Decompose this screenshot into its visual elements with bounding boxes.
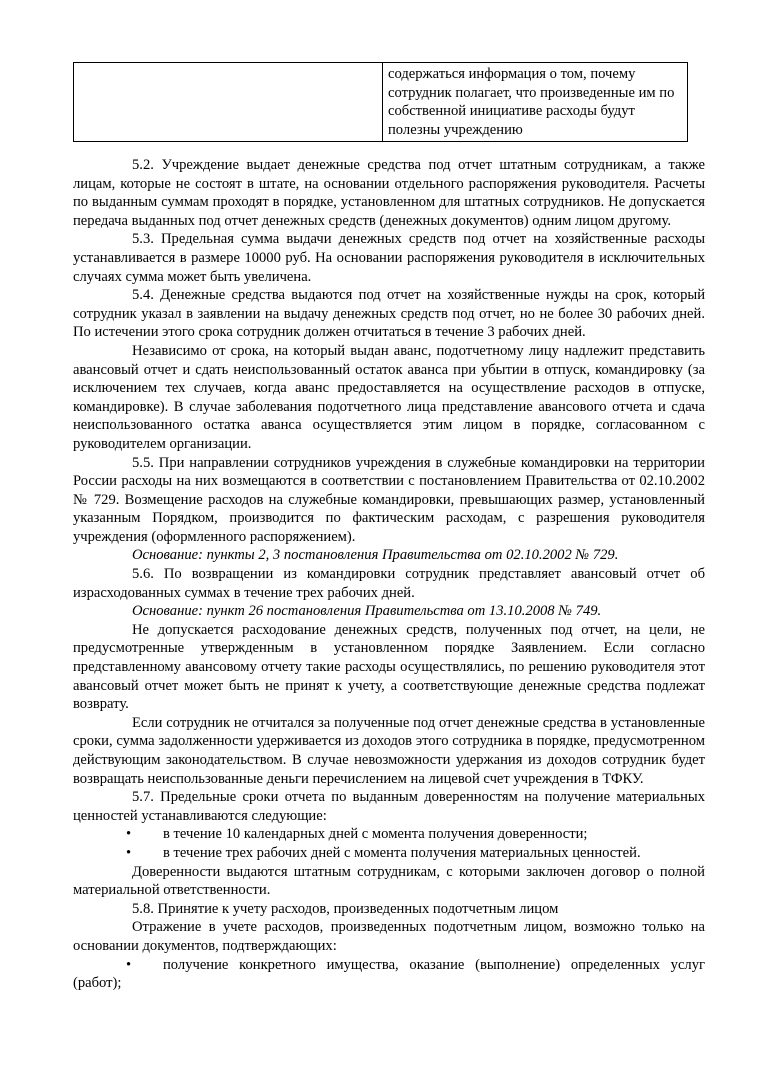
paragraph-5-6: 5.6. По возвращении из командировки сотрудник представляет авансовый отчет об израсходованных суммах в течение трех рабочих дней. [73, 566, 705, 601]
list-item-text: получение конкретного имущества, оказание (выполнение) определенных услуг (работ); [73, 956, 705, 992]
bullet-symbol: • [126, 844, 132, 861]
paragraph-5-7: 5.7. Предельные сроки отчета по выданным доверенностям на получение материальных ценностей устанавливаются следующие: [73, 789, 705, 824]
paragraph-not-allowed: Не допускается расходование денежных средств, полученных под отчет, на цели, не предусмотренные утвержденным в установленном порядке Заявлением. Если согласно представленному авансовому отчету такие расходы осуществлялись, по решению руководителя этот авансовый отчет может быть не принят к учету, а соответствующие денежные средства подлежат возврату. [73, 621, 705, 713]
basis-note-729: Основание: пункты 2, 3 постановления Правительства от 02.10.2002 № 729. [132, 547, 619, 564]
table-cell-right: содержаться информация о том, почему сотрудник полагает, что произведенные им по собственной инициативе расходы будут полезны учреждению [383, 63, 688, 142]
list-item-text: в течение трех рабочих дней с момента получения материальных ценностей. [163, 844, 641, 861]
paragraph-5-5: 5.5. При направлении сотрудников учреждения в служебные командировки на территории России расходы на них возмещаются в соответствии с постановлением Правительства от 02.10.2002 № 729. Возмещение расходов на служебные командировки, превышающих размер, установленный указанным Порядком, производится по фактическим расходам, с разрешения руководителя учреждения (оформленного распоряжением). [73, 454, 705, 545]
table-cell-left [74, 63, 383, 142]
continuation-table [73, 62, 688, 142]
list-item-text: в течение 10 календарных дней с момента получения доверенности; [163, 826, 588, 843]
list-item [73, 844, 705, 863]
paragraph-advance: Независимо от срока, на который выдан аванс, подотчетному лицу надлежит представить авансовый отчет и сдать неиспользованный остаток аванса при убытии в отпуск, командировку (за исключением тех случаев, когда аванс предоставляется на осуществление расходов в отпуске, командировке). В случае заболевания подотчетного лица представление авансового отчета и сдача неиспользованного остатка аванса осуществляется этим лицом в порядке, согласованном с руководителем организации. [73, 342, 705, 452]
bullet-symbol: • [126, 956, 132, 973]
paragraph-5-4: 5.4. Денежные средства выдаются под отчет на хозяйственные нужды на срок, который сотрудник указал в заявлении на выдачу денежных средств под отчет, но не более 30 рабочих дней. По истечении этого срока сотрудник должен отчитаться в течение 3 рабочих дней. [73, 287, 705, 341]
paragraph-5-2: 5.2. Учреждение выдает денежные средства под отчет штатным сотрудникам, а также лицам, которые не состоят в штате, на основании отдельного распоряжения руководителя. Расчеты по выданным суммам проходят в порядке, установленном для штатных сотрудников. Не допускается передача выданных под отчет денежных средств (денежных документов) одним лицом другому. [73, 157, 705, 229]
list-item [73, 825, 705, 844]
paragraph-5-3: 5.3. Предельная сумма выдачи денежных средств под отчет на хозяйственные расходы устанавливается в размере 10000 руб. На основании распоряжения руководителя в исключительных случаях сумма может быть увеличена. [73, 231, 705, 285]
list-item [73, 956, 705, 993]
basis-note-749: Основание: пункт 26 постановления Правительства от 13.10.2008 № 749. [132, 603, 602, 620]
table-row [74, 63, 688, 142]
bullet-symbol: • [126, 826, 132, 843]
document-body [73, 156, 705, 993]
paragraph-5-8: 5.8. Принятие к учету расходов, произведенных подотчетным лицом [132, 900, 559, 917]
paragraph-debt: Если сотрудник не отчитался за полученные под отчет денежные средства в установленные сроки, сумма задолженности удерживается из доходов этого сотрудника в порядке, предусмотренном действующим законодательством. В случае невозможности удержания из доходов сотрудник будет возвращать неиспользованные деньги перечислением на лицевой счет учреждения в ТФКУ. [73, 714, 705, 787]
paragraph-power-of-attorney: Доверенности выдаются штатным сотрудникам, с которыми заключен договор о полной материальной ответственности. [73, 863, 705, 899]
paragraph-accounting: Отражение в учете расходов, произведенных подотчетным лицом, возможно только на основании документов, подтверждающих: [73, 919, 705, 954]
